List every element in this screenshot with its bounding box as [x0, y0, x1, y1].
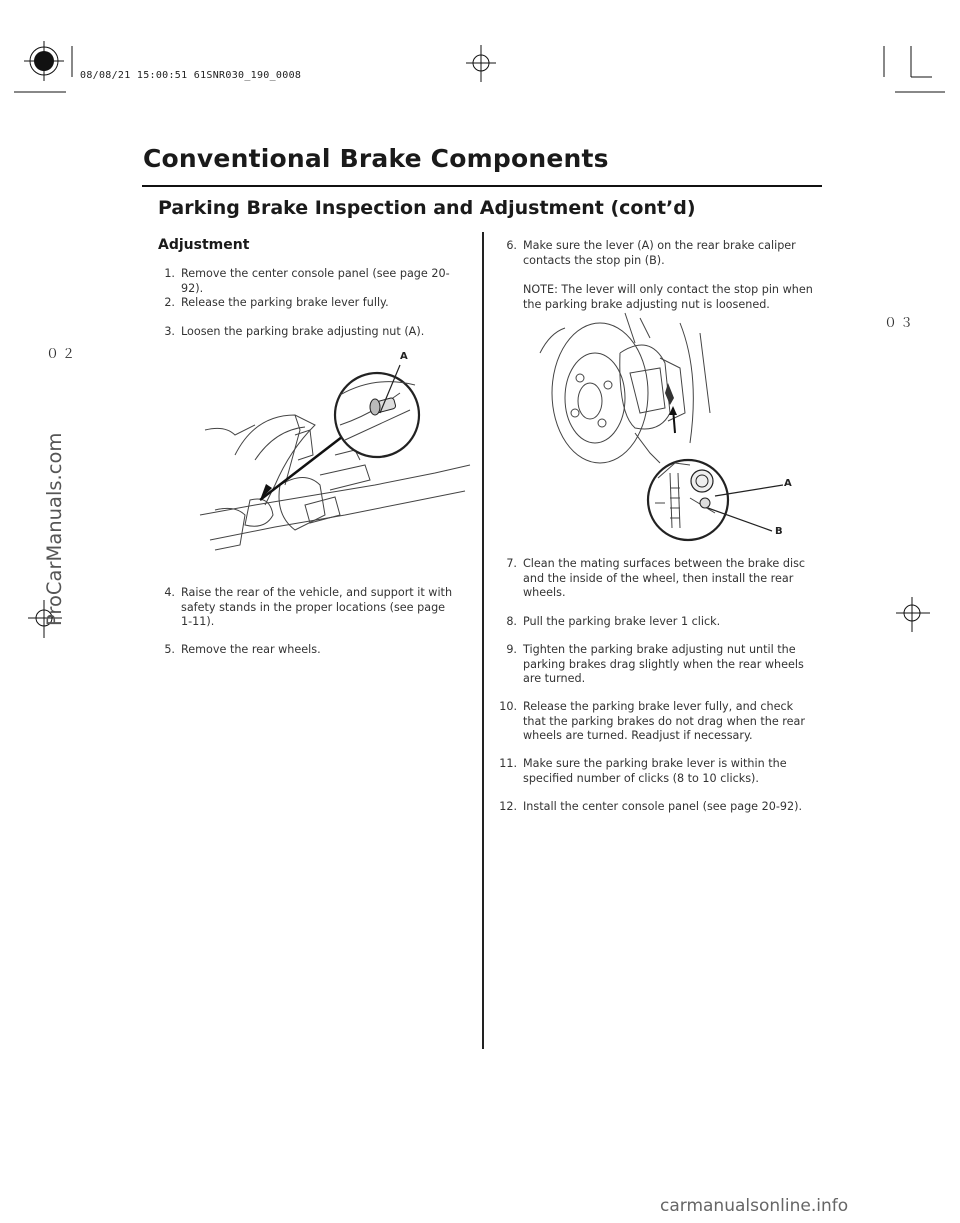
step-5 — [164, 643, 459, 658]
step-number: 7. — [506, 557, 517, 570]
step-number: 1. — [164, 267, 175, 280]
title-rule — [142, 185, 822, 187]
step-text: Release the parking brake lever fully. — [181, 296, 389, 309]
section-heading: Adjustment — [158, 237, 250, 253]
step-11 — [499, 757, 813, 786]
step-12 — [499, 800, 813, 815]
page-subtitle: Parking Brake Inspection and Adjustment (cont’d) — [158, 197, 696, 219]
figure2-label-b: B — [775, 526, 783, 537]
margin-mark-left: ０２ — [46, 347, 79, 362]
figure-rear-brake-caliper — [540, 313, 800, 543]
step-text: Loosen the parking brake adjusting nut (A). — [181, 325, 425, 338]
step-number: 2. — [164, 296, 175, 309]
step-4 — [164, 586, 459, 630]
step-text: Raise the rear of the vehicle, and support it with safety stands in the proper locations (see page 1-11). — [181, 586, 453, 628]
step-text: Make sure the lever (A) on the rear brake caliper contacts the stop pin (B). — [523, 239, 796, 267]
print-stamp: 08/08/21 15:00:51 61SNR030_190_0008 — [80, 70, 302, 81]
step-text: Pull the parking brake lever 1 click. — [523, 615, 721, 628]
step-number: 12. — [499, 800, 517, 813]
watermark-left: ProCarManuals.com — [43, 432, 66, 626]
step-number: 4. — [164, 586, 175, 599]
page-title: Conventional Brake Components — [143, 144, 609, 173]
step-text: Clean the mating surfaces between the brake disc and the inside of the wheel, then install the rear wheels. — [523, 557, 806, 599]
step-7 — [506, 557, 813, 601]
figure-parking-brake-lever — [195, 355, 475, 565]
step-text: Install the center console panel (see page 20-92). — [523, 800, 803, 813]
step-number: 9. — [506, 643, 517, 656]
step-10 — [499, 700, 813, 744]
step-number: 6. — [506, 239, 517, 252]
step-9 — [506, 643, 813, 687]
margin-mark-right: ０３ — [884, 316, 917, 331]
step-text: Remove the center console panel (see page 20-92). — [181, 267, 450, 295]
step-number: 11. — [499, 757, 517, 770]
column-divider — [482, 232, 484, 1049]
figure2-label-a: A — [784, 478, 792, 489]
step-text: Make sure the parking brake lever is within the specified number of clicks (8 to 10 clicks). — [523, 757, 787, 785]
figure1-label-a: A — [400, 351, 408, 362]
step-text: Release the parking brake lever fully, and check that the parking brakes do not drag when the rear wheels are turned. Readjust if necessary. — [523, 700, 805, 742]
step-number: 10. — [499, 700, 517, 713]
step-number: 5. — [164, 643, 175, 656]
step-text: Remove the rear wheels. — [181, 643, 321, 656]
step-2 — [164, 296, 471, 311]
step-text: Tighten the parking brake adjusting nut until the parking brakes drag slightly when the rear wheels are turned. — [523, 643, 804, 685]
step-number: 8. — [506, 615, 517, 628]
step-1 — [164, 267, 471, 296]
step-3 — [164, 325, 471, 340]
watermark-bottom: carmanualsonline.info — [660, 1196, 849, 1216]
note-text: NOTE: The lever will only contact the stop pin when the parking brake adjusting nut is loosened. — [523, 283, 813, 311]
step-6 — [506, 239, 813, 268]
step-number: 3. — [164, 325, 175, 338]
step-8 — [506, 615, 813, 630]
